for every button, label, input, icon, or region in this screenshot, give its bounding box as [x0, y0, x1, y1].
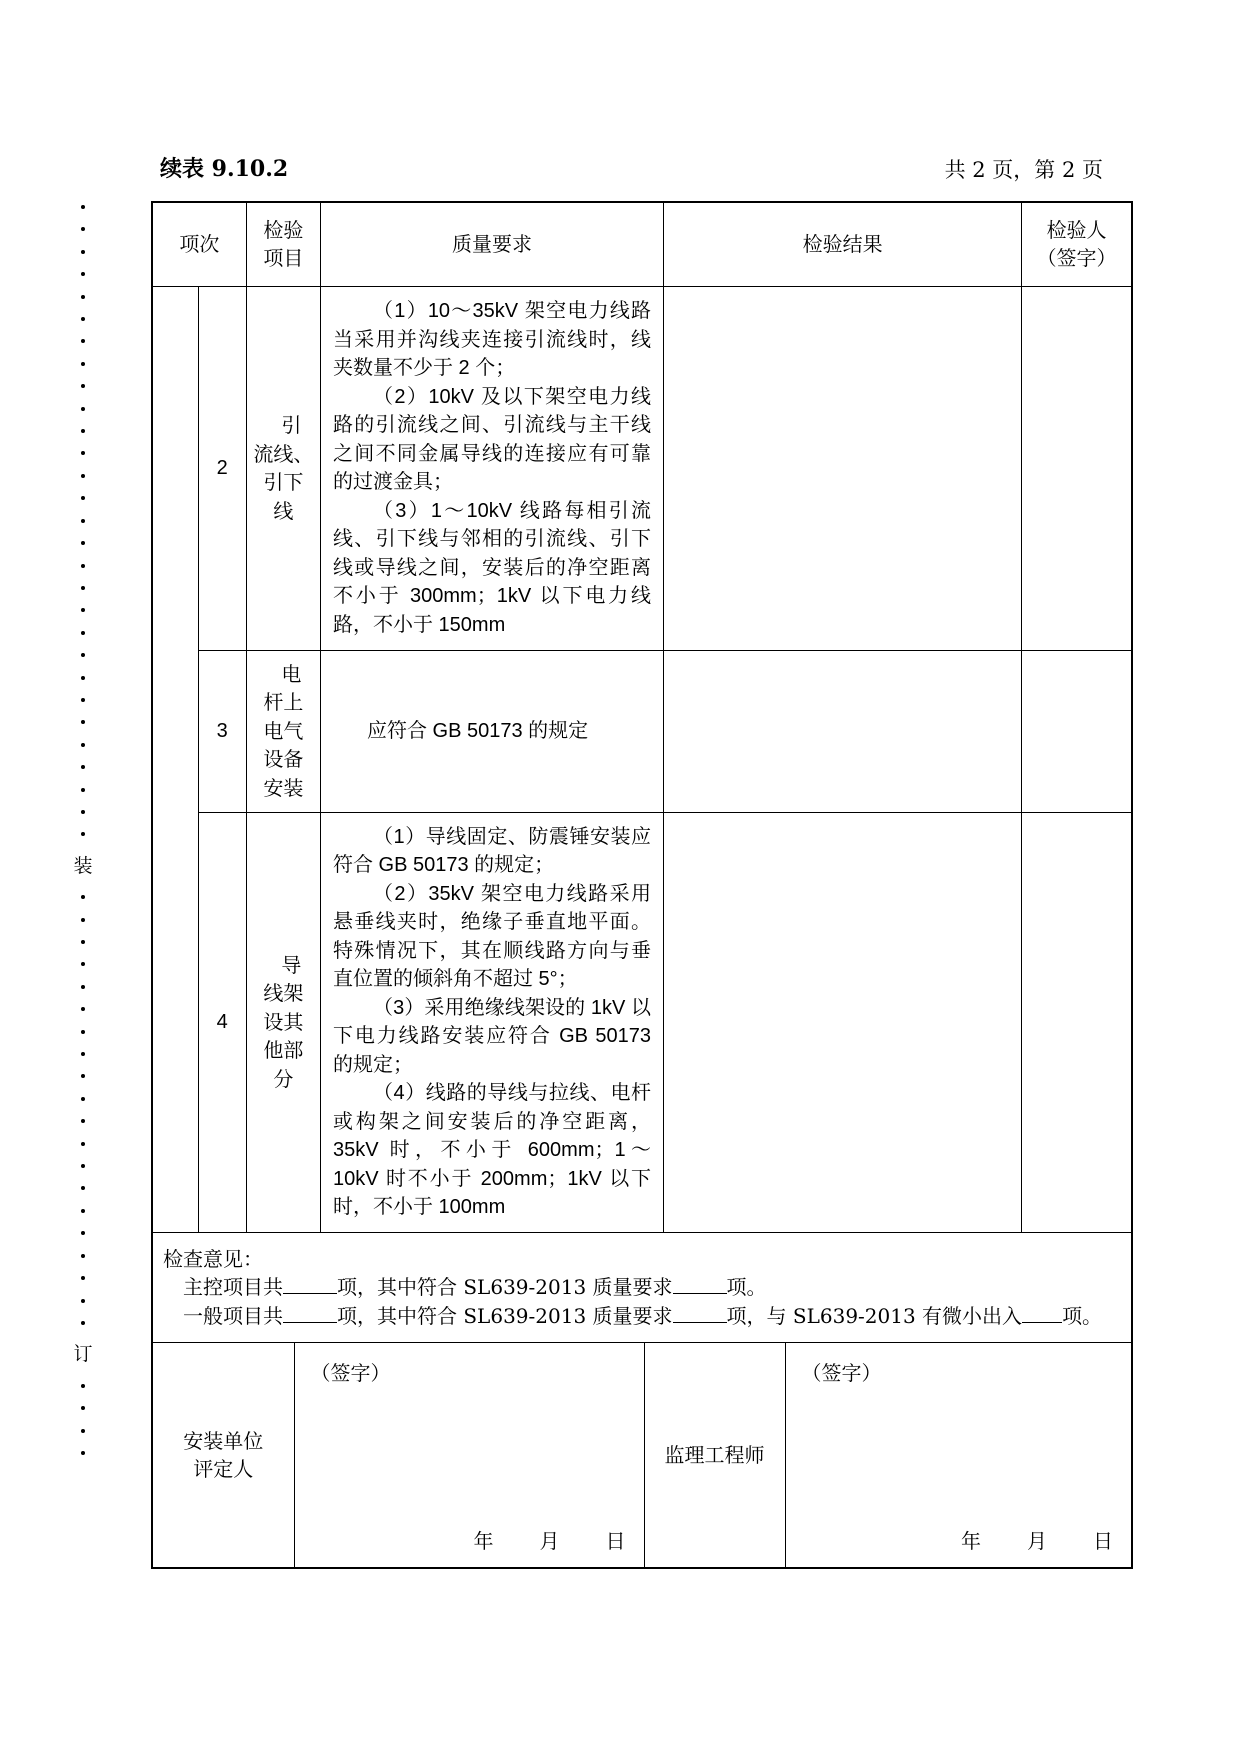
binding-dot [81, 384, 85, 388]
col-header-inspector: 检验人 （签字） [1022, 202, 1132, 286]
install-unit-signature-box[interactable] [294, 1343, 644, 1567]
binding-dot [81, 895, 85, 899]
binding-dot [81, 918, 85, 922]
supervisor-signature-box[interactable] [785, 1343, 1131, 1567]
binding-dot [81, 519, 85, 523]
binding-dot [81, 496, 85, 500]
binding-dot [81, 1299, 85, 1303]
binding-dot [81, 339, 85, 343]
general-items-pass-blank[interactable] [673, 1302, 727, 1323]
signature-label: （签字） [310, 1361, 391, 1385]
binding-dot [81, 1007, 85, 1011]
binding-dot [81, 940, 85, 944]
row-number: 2 [198, 286, 246, 650]
binding-dot [81, 1186, 85, 1190]
binding-dot [81, 1097, 85, 1101]
main-items-total-blank[interactable] [283, 1273, 337, 1294]
binding-dot [81, 676, 85, 680]
binding-dot [81, 653, 85, 657]
inspection-item: 引 流线、 引下 线 [246, 286, 320, 650]
main-items-line: 主控项目共 项，其中符合 SL639-2013 质量要求 项。 [183, 1275, 767, 1299]
binding-dot [81, 720, 85, 724]
main-items-pass-blank[interactable] [673, 1273, 727, 1294]
opinion-label: 检查意见： [163, 1246, 263, 1271]
inspection-result-cell[interactable] [664, 812, 1022, 1232]
binding-dot [81, 451, 85, 455]
row-number: 4 [198, 812, 246, 1232]
table-row [152, 812, 1132, 1232]
binding-dot [81, 698, 85, 702]
binding-dot [81, 608, 85, 612]
binding-dot [81, 1276, 85, 1280]
general-items-total-blank[interactable] [283, 1302, 337, 1323]
binding-dot [81, 205, 85, 209]
binding-dot [81, 564, 85, 568]
inspection-result-cell[interactable] [664, 286, 1022, 650]
category-cell [152, 286, 198, 1232]
signature-row [152, 1343, 1132, 1569]
binding-dot [81, 429, 85, 433]
col-header-result: 检验结果 [664, 202, 1022, 286]
binding-dot [81, 1164, 85, 1168]
binding-dot [81, 227, 85, 231]
binding-dot [81, 765, 85, 769]
binding-dot [81, 1119, 85, 1123]
inspection-item: 导 线架 设其 他部 分 [246, 812, 320, 1232]
binding-dot [81, 1406, 85, 1410]
binding-dot [81, 743, 85, 747]
binding-dot [81, 1231, 85, 1235]
quality-requirement: 应符合 GB 50173 的规定 [321, 650, 664, 812]
signature-table [153, 1343, 1131, 1567]
inspector-sign-cell[interactable] [1022, 812, 1132, 1232]
col-header-item: 检验 项目 [246, 202, 320, 286]
general-items-minor-blank[interactable] [1022, 1302, 1062, 1323]
inspection-item: 电 杆上 电气 设备 安装 [246, 650, 320, 812]
install-unit-evaluator-label: 安装单位 评定人 [153, 1343, 294, 1567]
binding-dot [81, 1052, 85, 1056]
row-number: 3 [198, 650, 246, 812]
binding-dot [81, 832, 85, 836]
binding-dot [81, 1142, 85, 1146]
binding-dot [81, 1384, 85, 1388]
binding-dot [81, 586, 85, 590]
binding-dot [81, 1451, 85, 1455]
quality-requirement: （1）导线固定、防震锤安装应符合 GB 50173 的规定； （2）35kV 架空电力线路采用悬垂线夹时，绝缘子垂直地平面。特殊情况下，其在顺线路方向与垂直位置的倾斜角不超过 5°； （3）采用绝缘线架设的 1kV 以下电力线路安装应符合 GB 50173 的规定； （4）线路的导线与拉线、电杆或构架之间安装后的净空距离，35kV 时，不小于 600mm；1～10kV 时不小于 200mm；1kV 以下时，不小于 100mm [321, 812, 664, 1232]
binding-char: 装 [73, 854, 93, 877]
table-header-row [152, 202, 1132, 286]
binding-margin [73, 205, 93, 1455]
binding-dot [81, 810, 85, 814]
inspector-sign-cell[interactable] [1022, 286, 1132, 650]
opinion-row [152, 1232, 1132, 1343]
date-line: 年 月 日 [961, 1528, 1113, 1553]
binding-dot [81, 1074, 85, 1078]
binding-dot [81, 541, 85, 545]
binding-dot [81, 272, 85, 276]
binding-dot [81, 317, 85, 321]
binding-dot [81, 985, 85, 989]
binding-dot [81, 962, 85, 966]
binding-dot [81, 1030, 85, 1034]
page-info: 共 2 页，第 2 页 [944, 158, 1103, 182]
form-title: 续表 9.10.2 [160, 156, 289, 182]
binding-dot [81, 788, 85, 792]
col-header-requirement: 质量要求 [321, 202, 664, 286]
binding-char: 订 [73, 1343, 93, 1366]
inspector-sign-cell[interactable] [1022, 650, 1132, 812]
binding-dot [81, 362, 85, 366]
binding-dot [81, 407, 85, 411]
table-row [152, 650, 1132, 812]
inspection-opinion [152, 1232, 1132, 1343]
inspection-table [151, 201, 1133, 1569]
inspection-result-cell[interactable] [664, 650, 1022, 812]
quality-requirement: （1）10～35kV 架空电力线路当采用并沟线夹连接引流线时，线夹数量不少于 2 个； （2）10kV 及以下架空电力线路的引流线之间、引流线与主干线之间不同金属导线的连接应有可靠的过渡金具； （3）1～10kV 线路每相引流线、引下线与邻相的引流线、引下线或导线之间，安装后的净空距离不小于 300mm；1kV 以下电力线路，不小于 150mm [321, 286, 664, 650]
binding-dot [81, 295, 85, 299]
binding-dot [81, 250, 85, 254]
binding-dot [81, 1321, 85, 1325]
binding-dot [81, 1254, 85, 1258]
signature-label: （签字） [801, 1361, 882, 1385]
supervisor-label: 监理工程师 [644, 1343, 785, 1567]
binding-dot [81, 1209, 85, 1213]
table-row [152, 286, 1132, 650]
date-line: 年 月 日 [473, 1528, 626, 1553]
binding-dot [81, 1429, 85, 1433]
col-header-index: 项次 [152, 202, 246, 286]
binding-dot [81, 631, 85, 635]
general-items-line: 一般项目共 项，其中符合 SL639-2013 质量要求 项，与 SL639-2013 有微小出入 项。 [183, 1303, 1103, 1328]
binding-dot [81, 474, 85, 478]
